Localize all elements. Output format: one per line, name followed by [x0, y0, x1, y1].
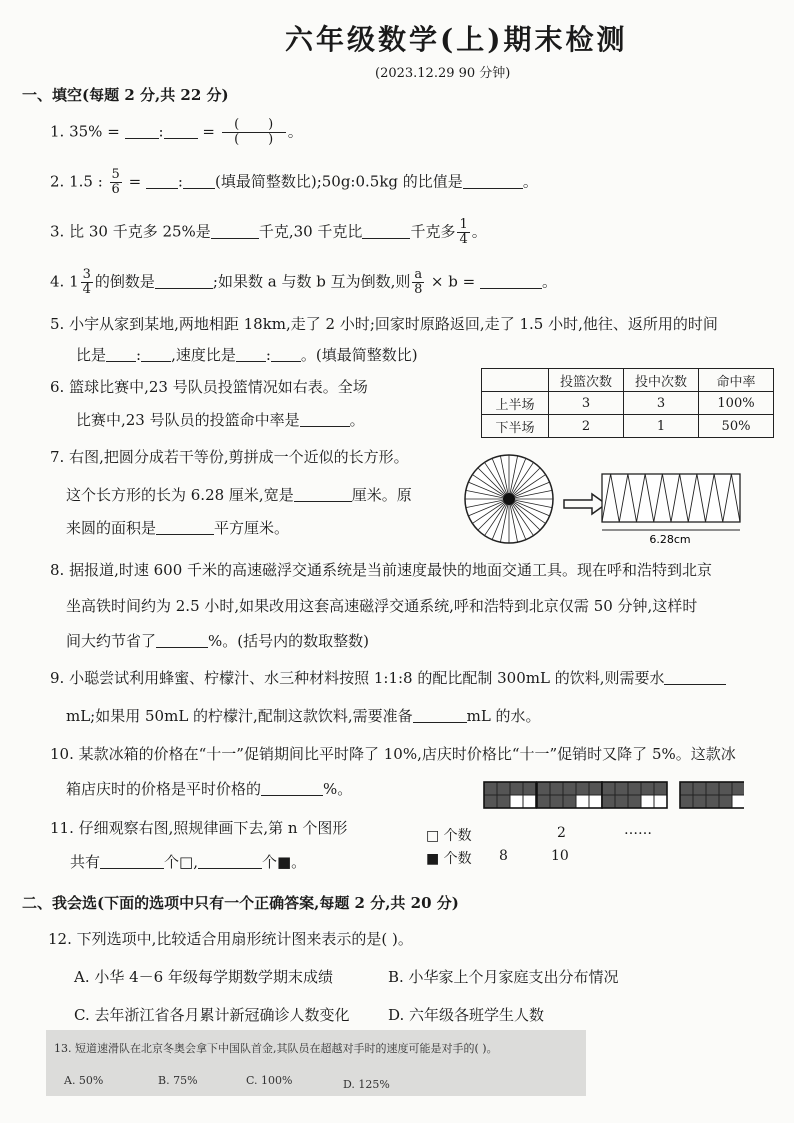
question-10-line2: 箱店庆时的价格是平时价格的 %。	[66, 780, 353, 798]
gray-count-1: 8	[499, 848, 508, 864]
answer-blank[interactable]	[211, 224, 259, 239]
question-13: 13. 短道速滑队在北京冬奥会拿下中国队首金,其队员在超越对手时的速度可能是对手的( )。	[54, 1042, 498, 1055]
question-8: 8. 据报道,时速 600 千米的高速磁浮交通系统是当前速度最快的地面交通工具。现在呼和浩特到北京	[50, 561, 713, 579]
shooting-stats-table	[481, 368, 774, 438]
answer-blank[interactable]	[294, 487, 352, 502]
question-5: 5. 小宇从家到某地,两地相距 18km,走了 2 小时;回家时原路返回,走了 1.5 小时,他往、返所用的时间	[50, 315, 718, 333]
answer-blank[interactable]	[362, 224, 410, 239]
question-4: 4. 1 $\frac{3}{4}$ 的倒数是 ;如果数 a 与数 b 互为倒数,则 $\frac{a}{8}$ × b = 。	[50, 267, 557, 297]
square-pattern-figure	[482, 778, 744, 822]
question-8-line2: 坐高铁时间约为 2.5 小时,如果改用这套高速磁浮交通系统,呼和浩特到北京仅需 50 分钟,这样时	[66, 597, 698, 615]
question-12: 12. 下列选项中,比较适合用扇形统计图来表示的是( )。	[48, 930, 413, 948]
white-count-2: 2	[557, 825, 566, 841]
answer-blank[interactable]	[198, 854, 262, 869]
answer-blank[interactable]	[164, 124, 198, 139]
answer-blank[interactable]	[100, 854, 164, 869]
answer-blank[interactable]	[146, 174, 178, 189]
answer-blank[interactable]	[125, 124, 159, 139]
answer-blank[interactable]	[271, 347, 301, 362]
white-count-ellipsis: ……	[624, 822, 652, 838]
answer-blank[interactable]	[141, 347, 171, 362]
answer-blank[interactable]	[261, 781, 323, 796]
page-title: 六年级数学(上)期末检测	[285, 23, 628, 56]
answer-blank[interactable]	[413, 708, 467, 723]
answer-blank[interactable]	[236, 347, 266, 362]
white-square-legend: □ 个数	[426, 828, 472, 844]
option-a[interactable]: A. 小华 4－6 年级每学期数学期末成绩	[74, 968, 333, 986]
section-title-choice: 二、我会选(下面的选项中只有一个正确答案,每题 2 分,共 20 分)	[22, 894, 459, 912]
table-header-row: 投篮次数 投中次数 命中率	[482, 369, 774, 392]
arrow-icon	[564, 494, 606, 514]
question-6-line2: 比赛中,23 号队员的投篮命中率是 。	[76, 411, 365, 429]
question-6: 6. 篮球比赛中,23 号队员投篮情况如右表。全场	[50, 378, 368, 396]
answer-blank[interactable]	[106, 347, 136, 362]
option-d[interactable]: D. 125%	[343, 1078, 390, 1091]
question-11: 11. 仔细观察右图,照规律画下去,第 n 个图形	[50, 819, 348, 837]
question-11-line2: 共有 个□, 个■。	[70, 853, 307, 871]
approximate-rectangle	[602, 474, 740, 522]
answer-blank[interactable]	[156, 633, 208, 648]
option-a[interactable]: A. 50%	[64, 1074, 104, 1087]
question-10: 10. 某款冰箱的价格在“十一”促销期间比平时降了 10%,店庆时价格比“十一”促销时又降了 5%。这款冰	[50, 745, 736, 763]
divided-circle	[465, 455, 553, 543]
circle-to-rectangle-figure	[462, 452, 752, 544]
answer-blank[interactable]	[156, 520, 214, 535]
question-7-line3: 来圆的面积是 平方厘米。	[66, 519, 290, 537]
question-1: 1. 35% = : = $\frac{( )}{( )}$ 。	[50, 117, 303, 147]
answer-blank[interactable]	[155, 274, 213, 289]
option-d[interactable]: D. 六年级各班学生人数	[388, 1006, 545, 1024]
question-3: 3. 比 30 千克多 25%是 千克,30 千克比 千克多 $\frac{1}{4}$ 。	[50, 217, 487, 247]
answer-blank[interactable]	[480, 274, 542, 289]
option-b[interactable]: B. 75%	[158, 1074, 198, 1087]
question-7-line2: 这个长方形的长为 6.28 厘米,宽是 厘米。原	[66, 486, 412, 504]
answer-blank[interactable]	[463, 174, 523, 189]
question-2: 2. 1.5 : $\frac{5}{6}$ = : (填最简整数比);50g:0.5kg 的比值是 。	[50, 167, 538, 197]
question-8-line3: 间大约节省了 %。(括号内的数取整数)	[66, 632, 369, 650]
answer-blank[interactable]	[300, 412, 350, 427]
question-5-line2: 比是 : ,速度比是 : 。(填最简整数比)	[76, 346, 418, 364]
answer-blank[interactable]	[664, 670, 726, 685]
gray-count-2: 10	[551, 848, 569, 864]
question-9-line2: mL;如果用 50mL 的柠檬汁,配制这款饮料,需要准备 mL 的水。	[66, 707, 541, 725]
section-title-fill-blank: 一、填空(每题 2 分,共 22 分)	[22, 86, 229, 104]
answer-blank[interactable]	[183, 174, 215, 189]
gray-square-legend: ■ 个数	[426, 851, 472, 867]
option-c[interactable]: C. 100%	[246, 1074, 293, 1087]
table-row: 下半场 2 1 50%	[482, 415, 774, 438]
option-b[interactable]: B. 小华家上个月家庭支出分布情况	[388, 968, 619, 986]
fraction-blank[interactable]: $\frac{( )}{( )}$	[222, 118, 286, 147]
question-9: 9. 小聪尝试利用蜂蜜、柠檬汁、水三种材料按照 1:1:8 的配比配制 300mL 的饮料,则需要水	[50, 668, 726, 688]
length-label: 6.28cm	[649, 533, 691, 544]
table-row: 上半场 3 3 100%	[482, 392, 774, 415]
exam-date-duration: (2023.12.29 90 分钟)	[375, 66, 511, 81]
question-7: 7. 右图,把圆分成若干等份,剪拼成一个近似的长方形。	[50, 448, 409, 466]
option-c[interactable]: C. 去年浙江省各月累计新冠确诊人数变化	[74, 1006, 350, 1024]
